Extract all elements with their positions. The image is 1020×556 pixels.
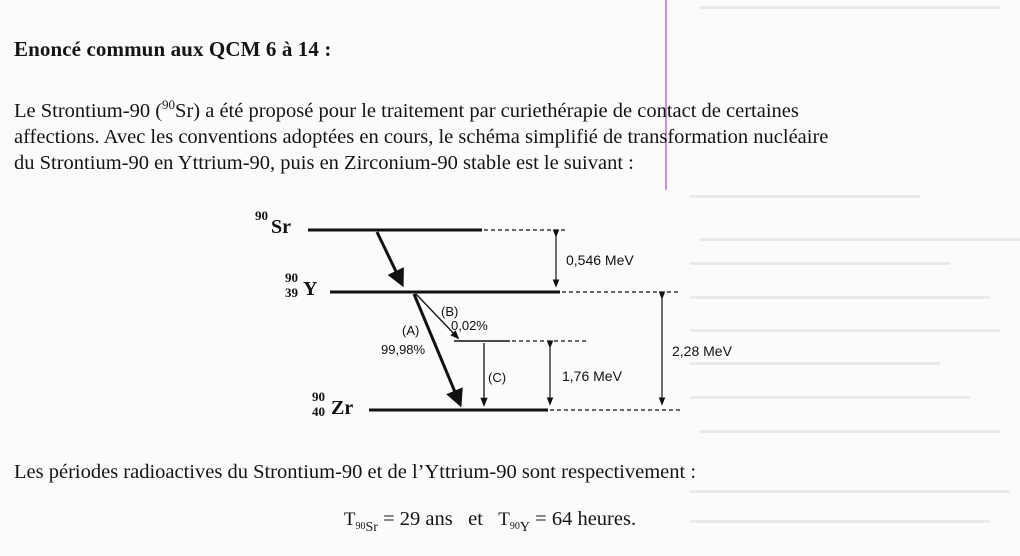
zr-symbol: Zr bbox=[331, 397, 354, 419]
intro-line1-sup: 90 bbox=[162, 97, 176, 112]
t-sr-subscript bbox=[356, 520, 378, 535]
t-sr-symbol: T bbox=[343, 509, 356, 530]
intro-line1-after: Sr) a été proposé pour le traitement par curiethérapie de contact de certaines bbox=[175, 99, 799, 122]
energy-c-label: 1,76 MeV bbox=[562, 368, 622, 384]
energy-sr-y-label: 0,546 MeV bbox=[566, 252, 634, 268]
sr-symbol: Sr bbox=[271, 216, 291, 238]
branch-a-label: (A) bbox=[402, 323, 420, 338]
zr-atomic-number: 40 bbox=[312, 404, 325, 419]
heading: Enoncé commun aux QCM 6 à 14 : bbox=[14, 37, 332, 61]
periods-formula-inner bbox=[343, 508, 637, 535]
intro-line-2: affections. Avec les conventions adoptées en cours, le schéma simplifié de transformation nucléaire bbox=[14, 125, 829, 148]
t-y-subscript bbox=[510, 520, 530, 535]
y-atomic-number: 39 bbox=[285, 285, 298, 300]
t-y-value: = 64 heures. bbox=[530, 508, 637, 530]
y-mass-number: 90 bbox=[285, 270, 298, 285]
branch-a-percent: 99,98% bbox=[381, 342, 426, 357]
periods-sentence: Les périodes radioactives du Strontium-90 et de l’Yttrium-90 sont respectivement : bbox=[14, 461, 697, 483]
y-symbol: Y bbox=[303, 278, 318, 300]
energy-y-zr-label: 2,28 MeV bbox=[672, 343, 732, 359]
intro-line-3: du Strontium-90 en Yttrium-90, puis en Zirconium-90 stable est le suivant : bbox=[14, 151, 634, 174]
zr-mass-number: 90 bbox=[312, 389, 325, 404]
sr-mass-number: 90 bbox=[255, 208, 268, 223]
t-sr-value: = 29 ans bbox=[377, 508, 453, 530]
t-y-sub-symbol: Y bbox=[519, 520, 531, 535]
periods-formula bbox=[0, 508, 1020, 535]
branch-b-label: (B) bbox=[441, 304, 459, 319]
sr-to-y-arrow bbox=[377, 232, 402, 284]
t-sr-sub-mass: 90 bbox=[355, 521, 366, 532]
intro-line1-before: Le Strontium-90 ( bbox=[14, 99, 163, 122]
t-y-symbol: T bbox=[498, 509, 510, 530]
formula-connector: et bbox=[468, 508, 483, 530]
branch-c-label: (C) bbox=[488, 370, 507, 385]
t-sr-sub-symbol: Sr bbox=[365, 520, 378, 535]
branch-b-percent: 0,02% bbox=[451, 318, 488, 333]
t-y-sub-mass: 90 bbox=[509, 521, 520, 532]
